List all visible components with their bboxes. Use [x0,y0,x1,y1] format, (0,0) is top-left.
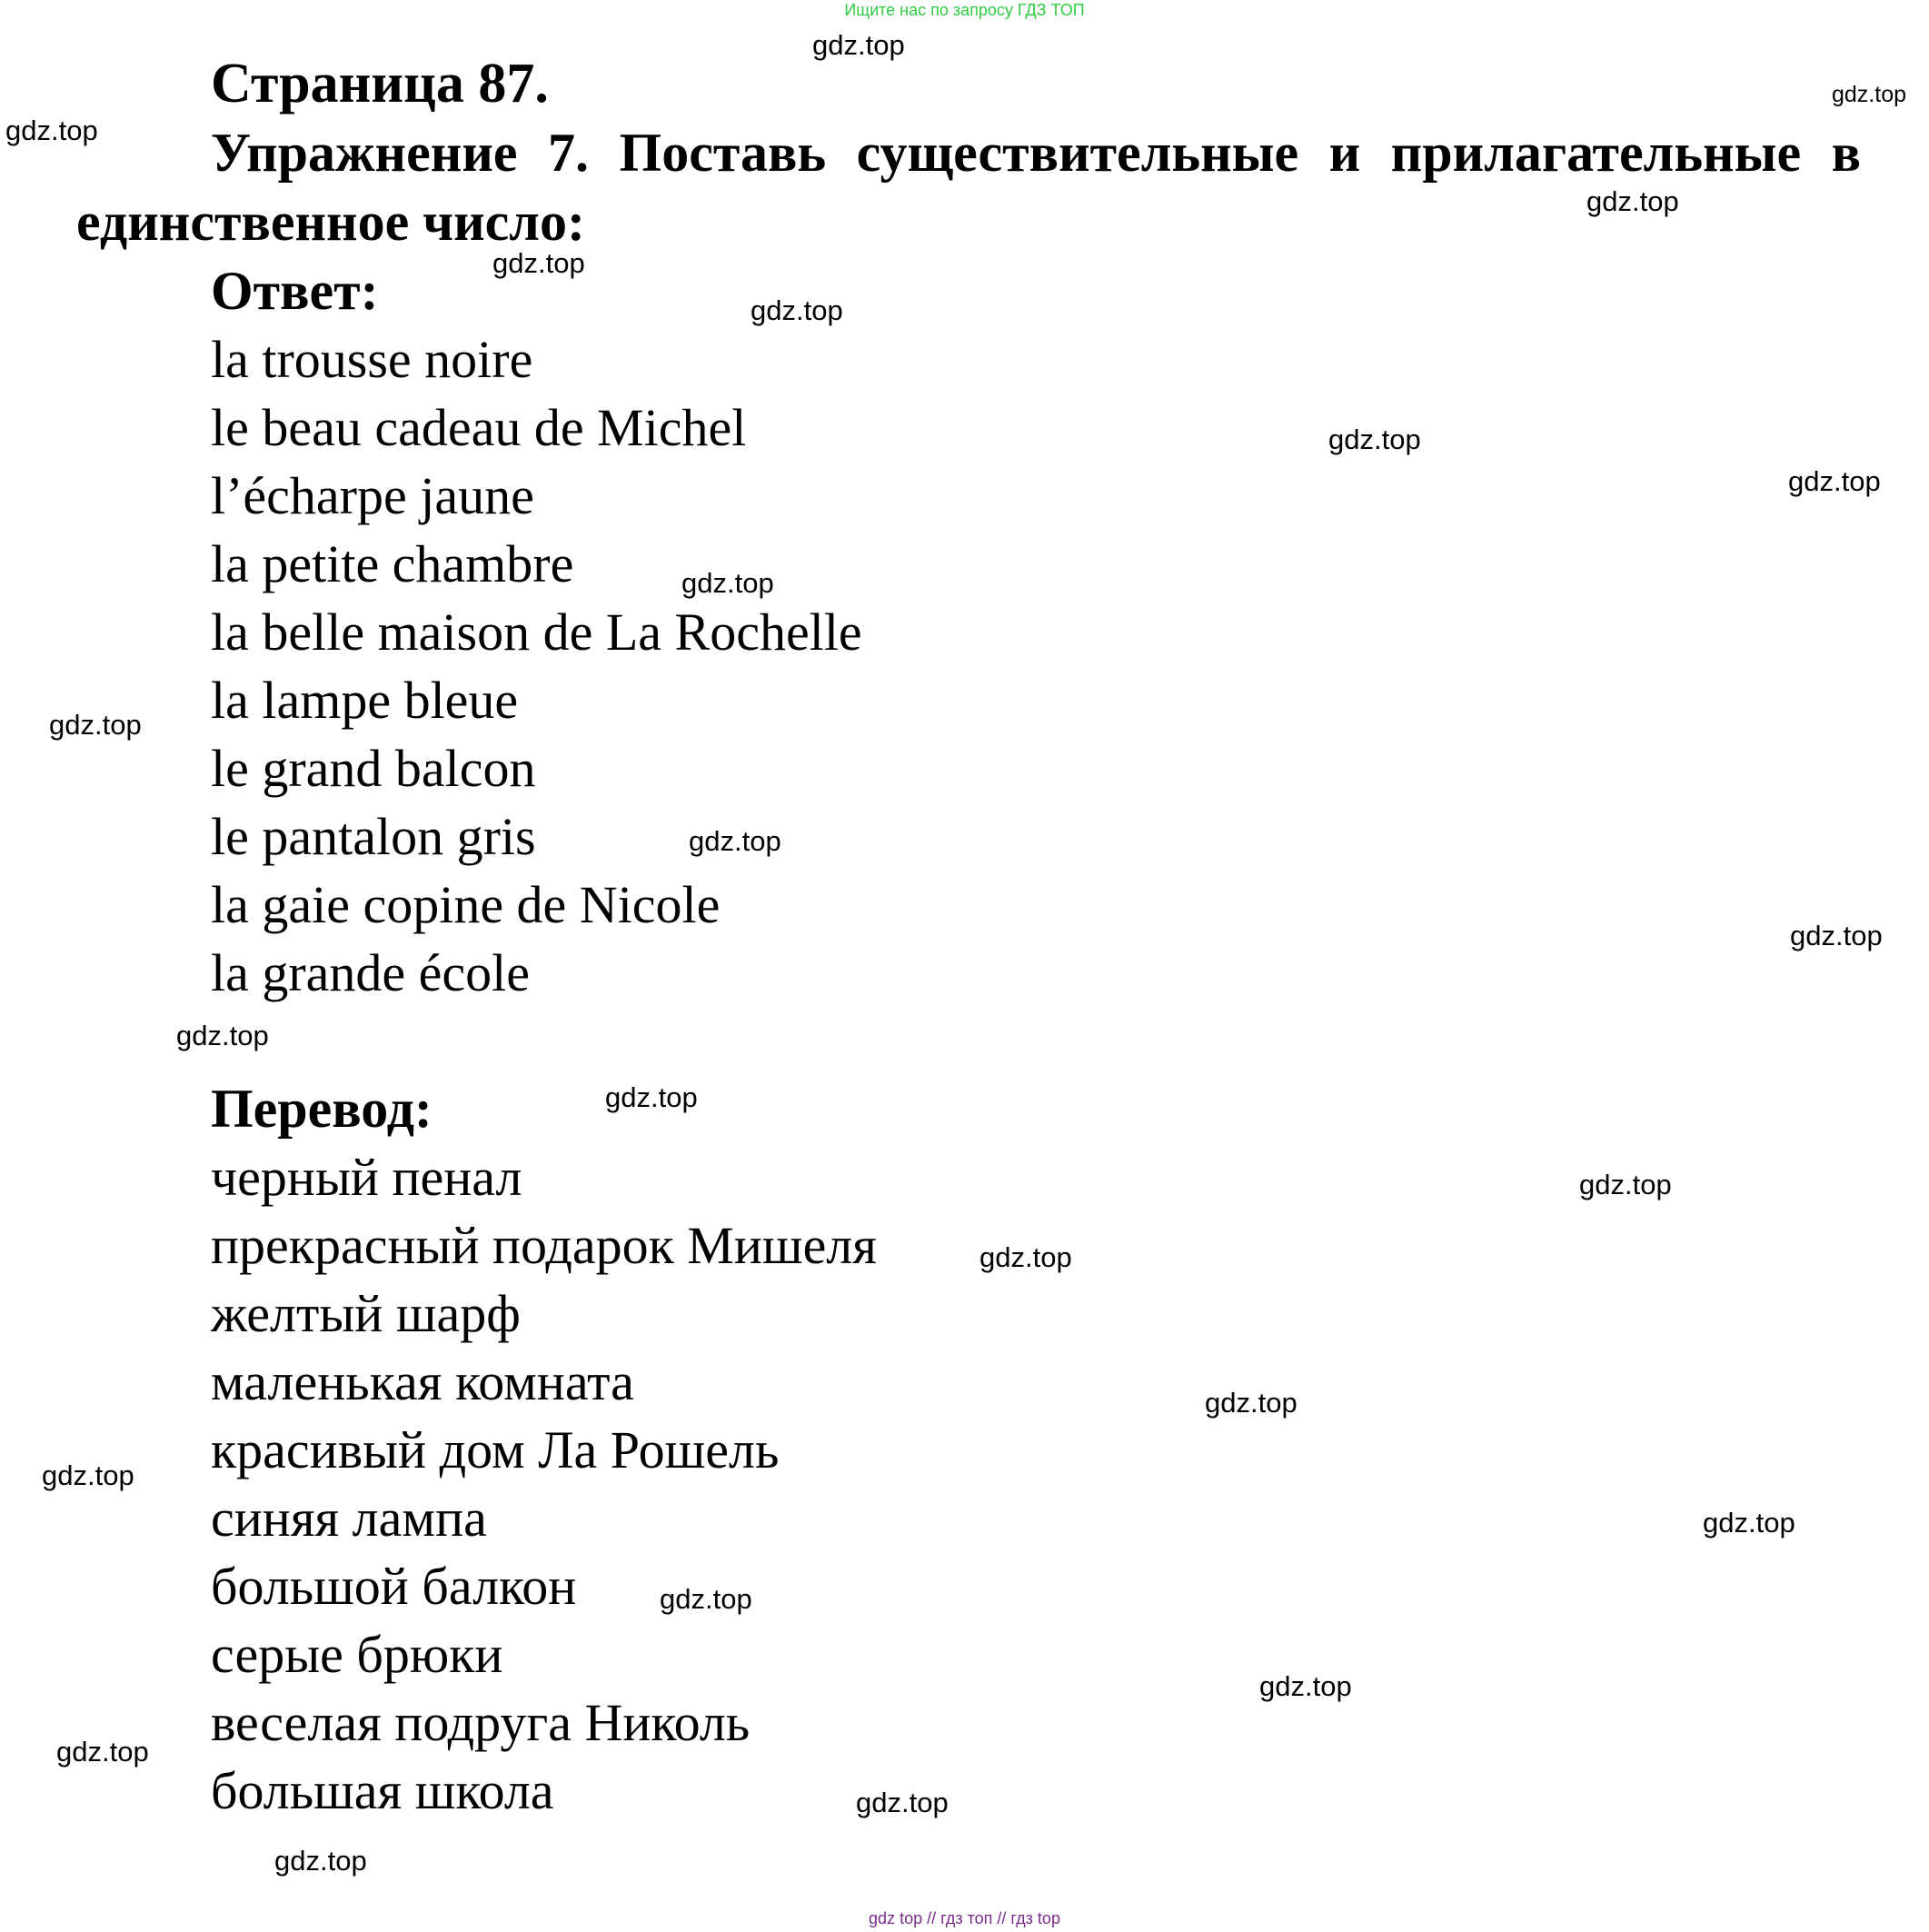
watermark-text: gdz.top [1832,82,1907,107]
translation-item: прекрасный подарок Мишеля [211,1216,877,1275]
translation-item: желтый шарф [211,1284,521,1343]
watermark-text: gdz.top [56,1736,149,1768]
answer-item: la gaie copine de Nicole [211,875,721,934]
answer-item: le grand balcon [211,739,536,798]
answer-item: la grande école [211,943,531,1002]
watermark-text: gdz.top [660,1583,752,1615]
page-heading: Страница 87. [211,53,549,115]
watermark-text: gdz.top [42,1459,134,1491]
watermark-text: gdz.top [492,247,585,279]
translation-item: серые брюки [211,1625,503,1684]
watermark-text: gdz.top [274,1845,367,1877]
answer-item: l’écharpe jaune [211,466,534,525]
translation-item: веселая подруга Николь [211,1693,751,1752]
top-banner: Ищите нас по запросу ГДЗ ТОП [844,1,1085,19]
watermark-text: gdz.top [5,115,98,146]
watermark-text: gdz.top [1703,1507,1795,1539]
translation-heading: Перевод: [211,1079,433,1139]
translation-item: большой балкон [211,1557,577,1616]
watermark-text: gdz.top [1259,1670,1352,1702]
watermark-text: gdz.top [1579,1169,1672,1200]
watermark-text: gdz.top [681,567,774,599]
watermark-text: gdz.top [1328,423,1421,455]
watermark-text: gdz.top [979,1241,1072,1273]
translation-item: черный пенал [211,1148,522,1207]
answer-item: la lampe bleue [211,671,519,730]
watermark-text: gdz.top [1586,185,1679,217]
watermark-text: gdz.top [689,825,781,857]
translation-item: маленькая комната [211,1352,634,1411]
translation-item: красивый дом Ла Рошель [211,1420,780,1479]
watermark-text: gdz.top [1788,465,1881,497]
watermark-text: gdz.top [1790,920,1883,951]
watermark-text: gdz.top [751,294,843,326]
task-title-line-2: единственное число: [76,192,585,252]
answer-item: le pantalon gris [211,807,536,866]
answer-item: la petite chambre [211,534,574,593]
answer-heading: Ответ: [211,261,379,321]
translation-item: большая школа [211,1761,554,1820]
answer-item: la trousse noire [211,330,533,389]
watermark-text: gdz.top [1205,1387,1298,1419]
answer-list [211,325,862,1007]
watermark-text: gdz.top [856,1787,949,1818]
watermark-text: gdz.top [49,709,142,741]
translation-list [211,1143,877,1825]
watermark-text: gdz.top [176,1020,269,1051]
answer-item: la belle maison de La Rochelle [211,603,862,662]
task-title-line-1: Упражнение 7. Поставь существительные и прилагательные в [211,123,1861,183]
watermark-text: gdz.top [605,1081,698,1113]
footer-text: gdz top // гдз топ // гдз top [869,1909,1060,1927]
translation-item: синяя лампа [211,1489,487,1548]
watermark-text: gdz.top [812,29,905,61]
answer-item: le beau cadeau de Michel [211,398,747,457]
